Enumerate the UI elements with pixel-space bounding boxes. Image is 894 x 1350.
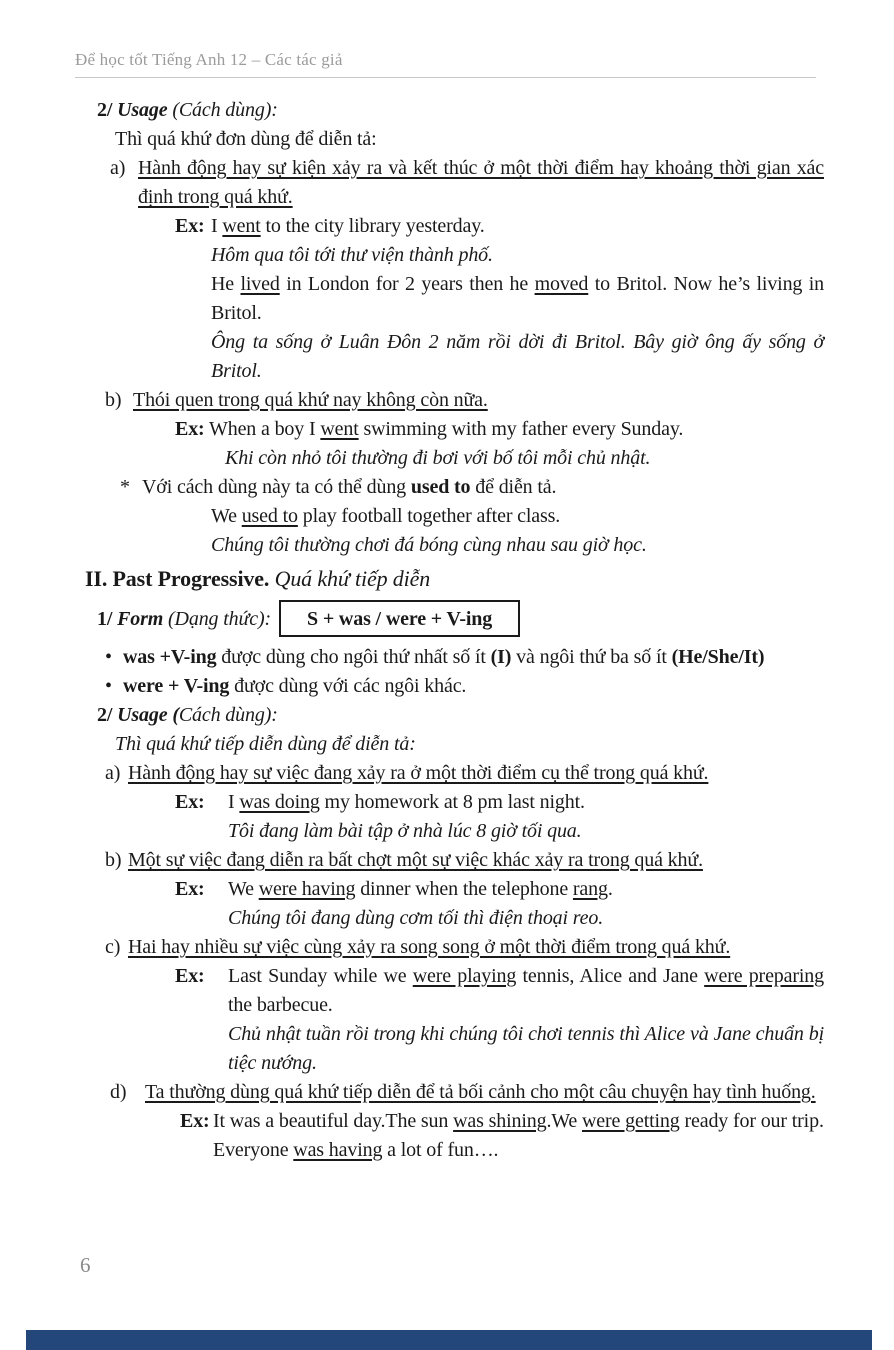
text-segment: rang — [572, 878, 608, 900]
list-label: * — [120, 476, 130, 498]
text-segment: It was a beautiful day.The sun — [213, 1110, 454, 1132]
text-segment: were having — [258, 878, 356, 900]
example-line — [175, 962, 824, 1020]
example-line — [211, 502, 824, 531]
note-line — [120, 473, 824, 502]
text-segment: in London for 2 years then he — [279, 273, 535, 295]
text-segment: Chúng tôi thường chơi đá bóng cùng nhau sau giờ học. — [211, 534, 647, 556]
text-segment: . — [607, 878, 613, 900]
list-label: Ex: — [175, 791, 205, 813]
text-segment: Chúng tôi đang dùng cơm tối thì điện thoại reo. — [228, 907, 604, 929]
text-segment: We — [211, 505, 242, 527]
example-line — [180, 1107, 824, 1165]
text-segment: to the city library yesterday. — [260, 215, 485, 237]
list-label: Ex: — [175, 215, 205, 237]
list-label: Ex: — [175, 878, 205, 900]
example-line — [211, 270, 824, 328]
bullet-line — [105, 672, 824, 701]
list-label: a) — [110, 157, 126, 179]
list-label: d) — [110, 1081, 127, 1103]
list-label: a) — [105, 762, 121, 784]
translation-line — [211, 328, 824, 386]
list-label: • — [105, 675, 112, 697]
text-segment: Hôm qua tôi tới thư viện thành phố. — [211, 244, 493, 266]
page-header — [0, 0, 894, 78]
text-segment: Hành động hay sự việc đang xảy ra ở một thời điểm cụ thể trong quá khứ. — [128, 762, 709, 784]
item-b — [105, 386, 824, 415]
intro-line — [115, 125, 824, 154]
text-segment: Thì quá khứ tiếp diễn dùng để diễn tả: — [115, 733, 416, 755]
document-body — [0, 96, 894, 1165]
text-segment: Cách dùng): — [178, 704, 278, 726]
text-segment: were getting — [582, 1110, 680, 1132]
formula-box: S + was / were + V-ing — [279, 600, 520, 637]
example-line — [175, 212, 824, 241]
text-segment: và ngôi thứ ba số ít — [511, 646, 672, 668]
text-segment: went — [222, 215, 261, 237]
list-label: Ex: — [175, 965, 205, 987]
section-past-progressive-heading — [85, 564, 824, 593]
text-segment: I — [211, 215, 223, 237]
text-segment: We — [228, 878, 259, 900]
text-segment: Usage — [117, 99, 173, 121]
text-segment: dinner when the telephone — [355, 878, 573, 900]
text-segment: (I) — [490, 646, 512, 668]
text-segment: were preparing — [704, 965, 824, 987]
text-segment: was having — [293, 1139, 383, 1161]
text-segment: moved — [534, 273, 589, 295]
item-a — [105, 759, 824, 788]
text-segment: Một sự việc đang diễn ra bất chợt một sự việc khác xảy ra trong quá khứ. — [128, 849, 703, 871]
text-segment: Usage ( — [117, 704, 179, 726]
text-segment: play football together after class. — [297, 505, 561, 527]
text-segment: ready for our trip. Everyone — [213, 1110, 824, 1161]
list-label: Ex: — [175, 418, 205, 440]
text-segment: II. Past Progressive. — [85, 566, 275, 591]
example-line — [175, 788, 824, 817]
list-label: • — [105, 646, 112, 668]
bottom-bar — [26, 1330, 872, 1350]
bullet-line — [105, 643, 824, 672]
text-segment: was +V-ing — [123, 646, 217, 668]
text-segment: was shining — [453, 1110, 547, 1132]
text-segment: were playing — [412, 965, 517, 987]
text-segment: I — [228, 791, 240, 813]
text-segment: Thì quá khứ đơn dùng để diễn tả: — [115, 128, 377, 150]
text-segment: went — [320, 418, 359, 440]
text-segment: (Cách dùng): — [172, 99, 278, 121]
text-segment: was doing — [239, 791, 320, 813]
text-segment: tennis, Alice and Jane — [516, 965, 705, 987]
text-segment: were + V-ing — [123, 675, 230, 697]
example-line — [175, 415, 824, 444]
header-rule — [75, 77, 816, 78]
list-label: b) — [105, 389, 122, 411]
translation-line — [228, 1020, 824, 1078]
text-segment: Ông ta sống ở Luân Đôn 2 năm rồi dời đi Britol. Bây giờ ông ấy sống ở Britol. — [211, 331, 824, 382]
text-segment: swimming with my father every Sunday. — [358, 418, 684, 440]
item-c — [105, 933, 824, 962]
text-segment: Tôi đang làm bài tập ở nhà lúc 8 giờ tối qua. — [228, 820, 582, 842]
running-header: Để học tốt Tiếng Anh 12 – Các tác giả — [75, 50, 343, 69]
text-segment: Chủ nhật tuần rồi trong khi chúng tôi chơi tennis thì Alice và Jane chuẩn bị tiệc nướng. — [228, 1023, 824, 1074]
text-segment: the barbecue. — [228, 994, 333, 1016]
translation-line — [228, 817, 824, 846]
translation-line — [225, 444, 824, 473]
page-number: 6 — [80, 1253, 91, 1277]
text-segment: Thói quen trong quá khứ nay không còn nữa. — [133, 389, 488, 411]
text-segment: Khi còn nhỏ tôi thường đi bơi với bố tôi mỗi chủ nhật. — [225, 447, 651, 469]
text-segment: 1/ — [97, 608, 118, 630]
text-segment: Hành động hay sự kiện xảy ra và kết thúc ở một thời điểm hay khoảng thời gian xác định trong quá khứ. — [138, 157, 824, 208]
list-label: Ex: — [180, 1110, 210, 1132]
example-line — [175, 875, 824, 904]
text-segment: Với cách dùng này ta có thể dùng — [142, 476, 411, 498]
text-segment: .We — [546, 1110, 583, 1132]
text-segment: a lot of fun…. — [382, 1139, 499, 1161]
text-segment: Quá khứ tiếp diễn — [274, 566, 431, 591]
text-segment: to Britol. Now he’s living in Britol. — [211, 273, 824, 324]
text-segment: 2/ — [97, 704, 118, 726]
section-usage-heading — [97, 701, 824, 730]
text-segment: lived — [240, 273, 280, 295]
item-a — [110, 154, 824, 212]
list-label: b) — [105, 849, 122, 871]
intro-line — [115, 730, 824, 759]
text-segment: (He/She/It) — [671, 646, 765, 668]
text-segment: được dùng với các ngôi khác. — [229, 675, 467, 697]
text-segment: Ta thường dùng quá khứ tiếp diễn để tả bối cảnh cho một câu chuyện hay tình huống. — [145, 1081, 816, 1103]
text-segment: my homework at 8 pm last night. — [319, 791, 585, 813]
form-line — [97, 600, 824, 637]
text-segment: used to — [241, 505, 298, 527]
text-segment: Hai hay nhiều sự việc cùng xảy ra song song ở một thời điểm trong quá khứ. — [128, 936, 731, 958]
list-label: c) — [105, 936, 121, 958]
translation-line — [211, 531, 824, 560]
text-segment: Form — [117, 608, 169, 630]
translation-line — [228, 904, 824, 933]
text-segment: When a boy I — [209, 418, 321, 440]
item-b — [105, 846, 824, 875]
section-usage-heading — [97, 96, 824, 125]
item-d — [110, 1078, 824, 1107]
text-segment: được dùng cho ngôi thứ nhất số ít — [216, 646, 491, 668]
text-segment: 2/ — [97, 99, 118, 121]
text-segment: He — [211, 273, 241, 295]
text-segment: Last Sunday while we — [228, 965, 413, 987]
text-segment: (Dạng thức): — [168, 608, 272, 630]
translation-line — [211, 241, 824, 270]
text-segment: để diễn tả. — [470, 476, 557, 498]
text-segment: used to — [410, 476, 471, 498]
